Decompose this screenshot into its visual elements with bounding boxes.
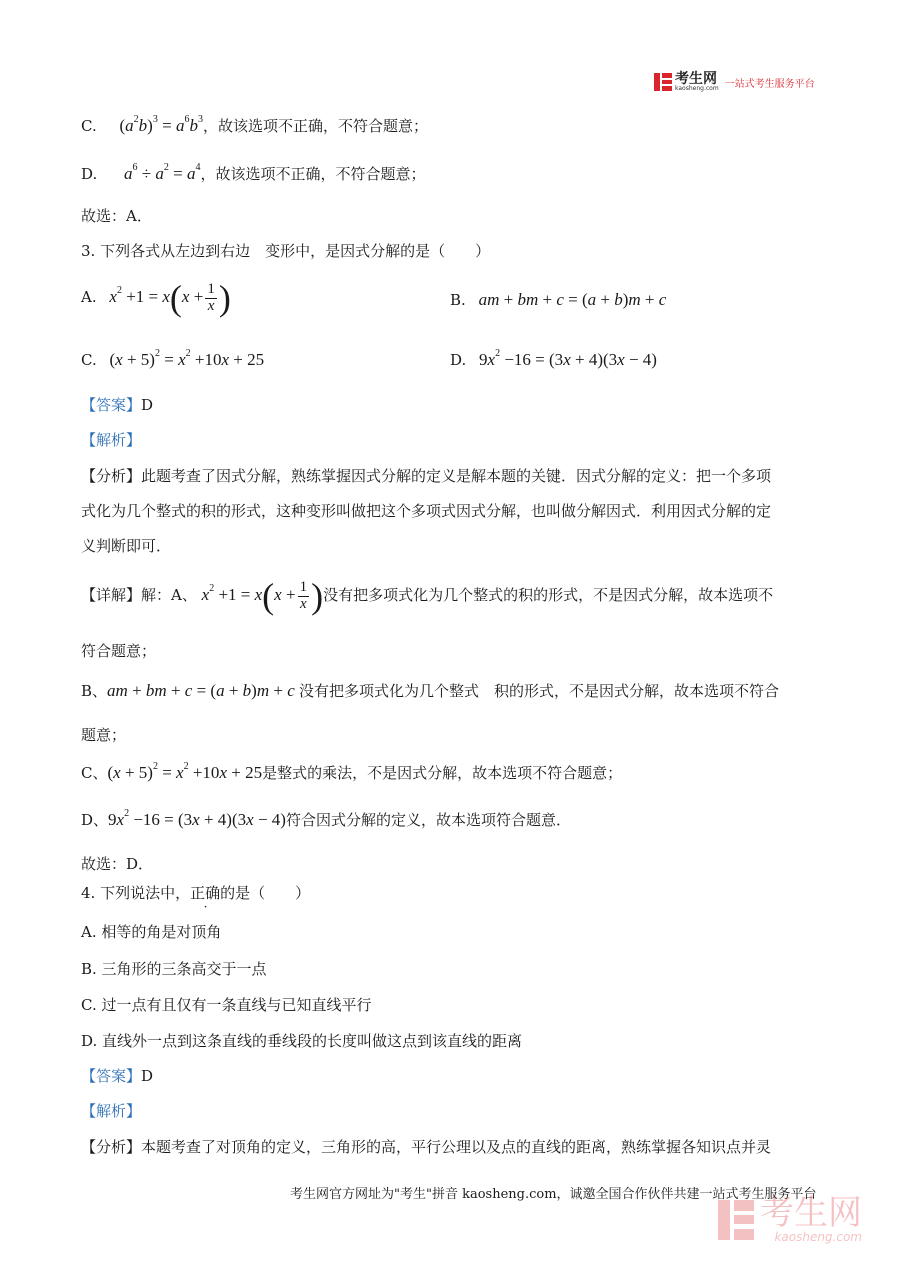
q3-detail-a-text: 没有把多项式化为几个整式的积的形式，不是因式分解，故本选项不 xyxy=(323,585,774,604)
q3-detail-d-head: D、 xyxy=(81,811,109,829)
q3-detail-d-text: 符合因式分解的定义，故本选项符合题意． xyxy=(285,811,571,829)
q3-detail-tag: 【详解】 xyxy=(81,585,142,604)
header-slogan: 一站式考生服务平台 xyxy=(724,78,815,90)
q2-d-text: ，故该选项不正确，不符合题意； xyxy=(200,165,426,183)
q3-detail-c-text: 是整式的乘法，不是因式分解，故本选项不符合题意； xyxy=(262,764,623,782)
q4-fenxi-text1: 本题考查了对顶角的定义，三角形的高，平行公理以及点的直线的距离，熟练掌握各知识点并灵 xyxy=(141,1138,772,1156)
q3-option-b xyxy=(450,290,666,310)
q2-choose: 故选：A． xyxy=(81,207,152,225)
q3-analysis-tag: 【解析】 xyxy=(81,431,142,449)
q3-opt-b-label: B. xyxy=(450,291,466,309)
watermark-url: kaosheng.com xyxy=(774,1230,862,1244)
q3-answer-value: D xyxy=(141,396,154,414)
logo-name-text: 考生网 xyxy=(675,71,717,87)
q4-answer-value: D xyxy=(141,1067,154,1085)
q3-opt-d-formula: $9x^2 -16 = (3x + 4)(3x - 4)$ xyxy=(479,348,657,369)
q3-fenxi-line2: 式化为几个整式的积的形式，这种变形叫做把这个多项式因式分解，也叫做分解因式．利用因式分解的定 xyxy=(81,502,772,520)
watermark-text: 考生网 xyxy=(760,1193,862,1233)
q3-detail-b-head: B、 xyxy=(81,682,108,700)
logo-name xyxy=(675,72,719,92)
page-footer: 考生网官方网址为"考生"拼音 kaosheng.com，诚邀全国合作伙伴共建一站式考生服务平台 xyxy=(290,1187,817,1202)
q3-detail-d xyxy=(81,809,571,830)
q4-stem-pre: 4. 下列说法中， xyxy=(81,884,191,902)
q3-detail-a-line2: 符合题意； xyxy=(81,642,157,660)
header-logo xyxy=(654,72,815,92)
q2-c-label: C. xyxy=(81,117,97,135)
q2-c-formula: $(a^2b)^3 = a^6b^3$ xyxy=(119,114,203,135)
q3-answer xyxy=(81,394,153,415)
q3-opt-c-formula: $(x + 5)^2 = x^2 +10x + 25$ xyxy=(109,348,265,369)
q4-fenxi-line1 xyxy=(81,1136,771,1157)
q3-opt-d-label: D. xyxy=(450,351,467,369)
q4-option-b: B. 三角形的三条高交于一点 xyxy=(81,960,267,978)
watermark-text-block xyxy=(754,1193,862,1244)
q3-fenxi-text1: 此题考查了因式分解，熟练掌握因式分解的定义是解本题的关键．因式分解的定义：把一个多项 xyxy=(141,467,772,485)
kaosheng-logo-icon xyxy=(654,73,672,91)
q2-c-text: ，故该选项不正确，不符合题意； xyxy=(202,117,428,135)
q4-analysis-tag: 【解析】 xyxy=(81,1102,142,1120)
q4-stem xyxy=(81,882,310,903)
q3-detail-a-formula: $x^2 +1 = x(x$ + $\frac{1}{x}$ ) xyxy=(201,576,324,616)
q3-detail-b-line2: 题意； xyxy=(81,726,127,744)
q3-fenxi-line3: 义判断即可． xyxy=(81,537,172,555)
q2-d-label: D. xyxy=(81,165,98,183)
q4-answer xyxy=(81,1065,153,1086)
q4-stem-post: 的是（ ） xyxy=(220,884,311,902)
q2-option-c xyxy=(81,115,428,136)
q3-detail-d-formula: $9x^2 -16 = (3x + 4)(3x - 4)$ xyxy=(108,808,286,829)
q4-stem-emphasis: 正确 xyxy=(190,884,221,902)
q2-option-d xyxy=(81,163,426,184)
q4-option-c: C. 过一点有且仅有一条直线与已知直线平行 xyxy=(81,996,372,1014)
q3-stem: 3. 下列各式从左边到右边 变形中，是因式分解的是（ ） xyxy=(81,242,491,260)
q3-detail-c-head: C、 xyxy=(81,764,108,782)
q3-option-c xyxy=(81,350,264,370)
q3-detail-a xyxy=(81,578,773,614)
q3-option-d xyxy=(450,350,657,370)
q3-fenxi-line1 xyxy=(81,465,771,486)
q3-detail-b-text: 没有把多项式化为几个整式 积的形式，不是因式分解，故本选项不符合 xyxy=(299,682,780,700)
q3-option-a xyxy=(81,280,231,316)
q3-fenxi-tag: 【分析】 xyxy=(81,467,142,485)
q4-option-d: D. 直线外一点到这条直线的垂线段的长度叫做这点到该直线的距离 xyxy=(81,1032,523,1050)
q4-answer-tag: 【答案】 xyxy=(81,1067,142,1085)
q3-detail-c xyxy=(81,762,622,783)
watermark-logo-icon xyxy=(718,1200,754,1240)
q3-detail-a-head: 解：A、 xyxy=(141,585,197,604)
q3-detail-b xyxy=(81,680,779,701)
q3-choose: 故选：D． xyxy=(81,855,154,873)
watermark xyxy=(718,1193,862,1244)
q4-option-a: A. 相等的角是对顶角 xyxy=(81,923,222,941)
q3-opt-a-label: A. xyxy=(81,287,97,306)
q3-detail-c-formula: $(x + 5)^2 = x^2 +10x + 25$ xyxy=(107,761,263,782)
logo-url: kaosheng.com xyxy=(675,85,719,92)
q3-opt-c-label: C. xyxy=(81,351,97,369)
q3-answer-tag: 【答案】 xyxy=(81,396,142,414)
q2-d-formula: $a^6 \div a^2 = a^4$ xyxy=(124,162,201,183)
q4-fenxi-tag: 【分析】 xyxy=(81,1138,142,1156)
q3-detail-b-formula: am + bm + c = (a + b)m + c xyxy=(107,681,300,700)
q3-opt-b-formula: am + bm + c = (a + b)m + c xyxy=(478,290,667,309)
q3-opt-a-formula: $x^2 +1 = x(x$ + $\frac{1}{x}$ ) xyxy=(109,278,231,318)
